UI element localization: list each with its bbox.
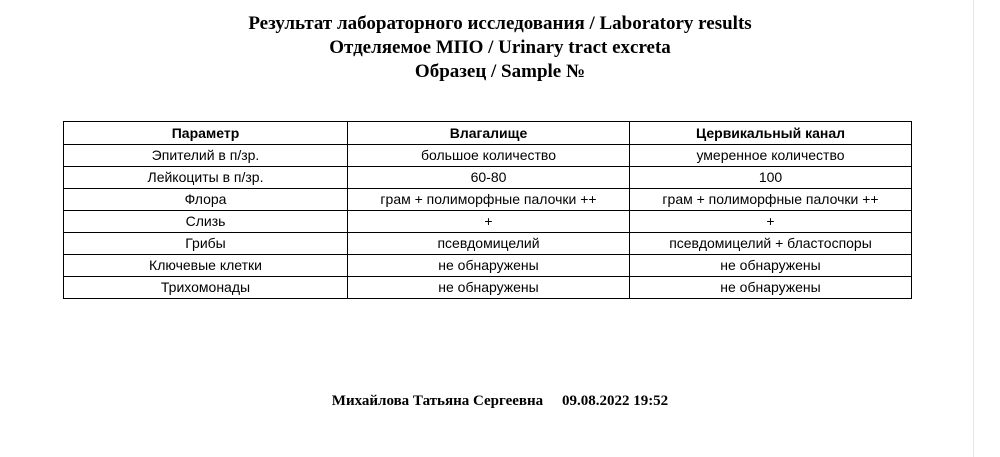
row-vagina-cell: 60-80 (348, 167, 630, 189)
row-cervical-cell: грам + полиморфные палочки ++ (630, 189, 912, 211)
row-vagina-cell: большое количество (348, 145, 630, 167)
title-line-sample: Образец / Sample № (414, 61, 586, 82)
page-edge-divider (973, 0, 974, 457)
row-vagina-cell: псевдомицелий (348, 233, 630, 255)
signature-datetime: 09.08.2022 19:52 (561, 393, 669, 409)
row-parameter-cell: Эпителий в п/зр. (64, 145, 348, 167)
title-line-specimen: Отделяемое МПО / Urinary tract excreta (329, 37, 671, 58)
table-header-row (64, 122, 912, 145)
column-header-parameter: Параметр (64, 122, 348, 145)
row-parameter-cell: Флора (64, 189, 348, 211)
results-table (63, 121, 912, 299)
row-parameter-cell: Лейкоциты в п/зр. (64, 167, 348, 189)
row-parameter-cell: Слизь (64, 211, 348, 233)
row-cervical-cell: 100 (630, 167, 912, 189)
row-vagina-cell: не обнаружены (348, 255, 630, 277)
table-row (64, 233, 912, 255)
row-parameter-cell: Ключевые клетки (64, 255, 348, 277)
signature-line (0, 393, 1000, 410)
row-vagina-cell: не обнаружены (348, 277, 630, 299)
column-header-cervical-canal: Цервикальный канал (630, 122, 912, 145)
row-parameter-cell: Трихомонады (64, 277, 348, 299)
table-row (64, 255, 912, 277)
row-cervical-cell: псевдомицелий + бластоспоры (630, 233, 912, 255)
row-cervical-cell: не обнаружены (630, 255, 912, 277)
row-vagina-cell: + (348, 211, 630, 233)
table-row (64, 167, 912, 189)
row-vagina-cell: грам + полиморфные палочки ++ (348, 189, 630, 211)
table-row (64, 211, 912, 233)
document-title (0, 12, 1000, 84)
row-cervical-cell: + (630, 211, 912, 233)
row-cervical-cell: не обнаружены (630, 277, 912, 299)
row-cervical-cell: умеренное количество (630, 145, 912, 167)
table-row (64, 145, 912, 167)
column-header-vagina: Влагалище (348, 122, 630, 145)
table-row (64, 277, 912, 299)
table-row (64, 189, 912, 211)
signer-name: Михайлова Татьяна Сергеевна (331, 393, 544, 409)
title-line-results: Результат лабораторного исследования / Laboratory results (248, 13, 752, 34)
row-parameter-cell: Грибы (64, 233, 348, 255)
